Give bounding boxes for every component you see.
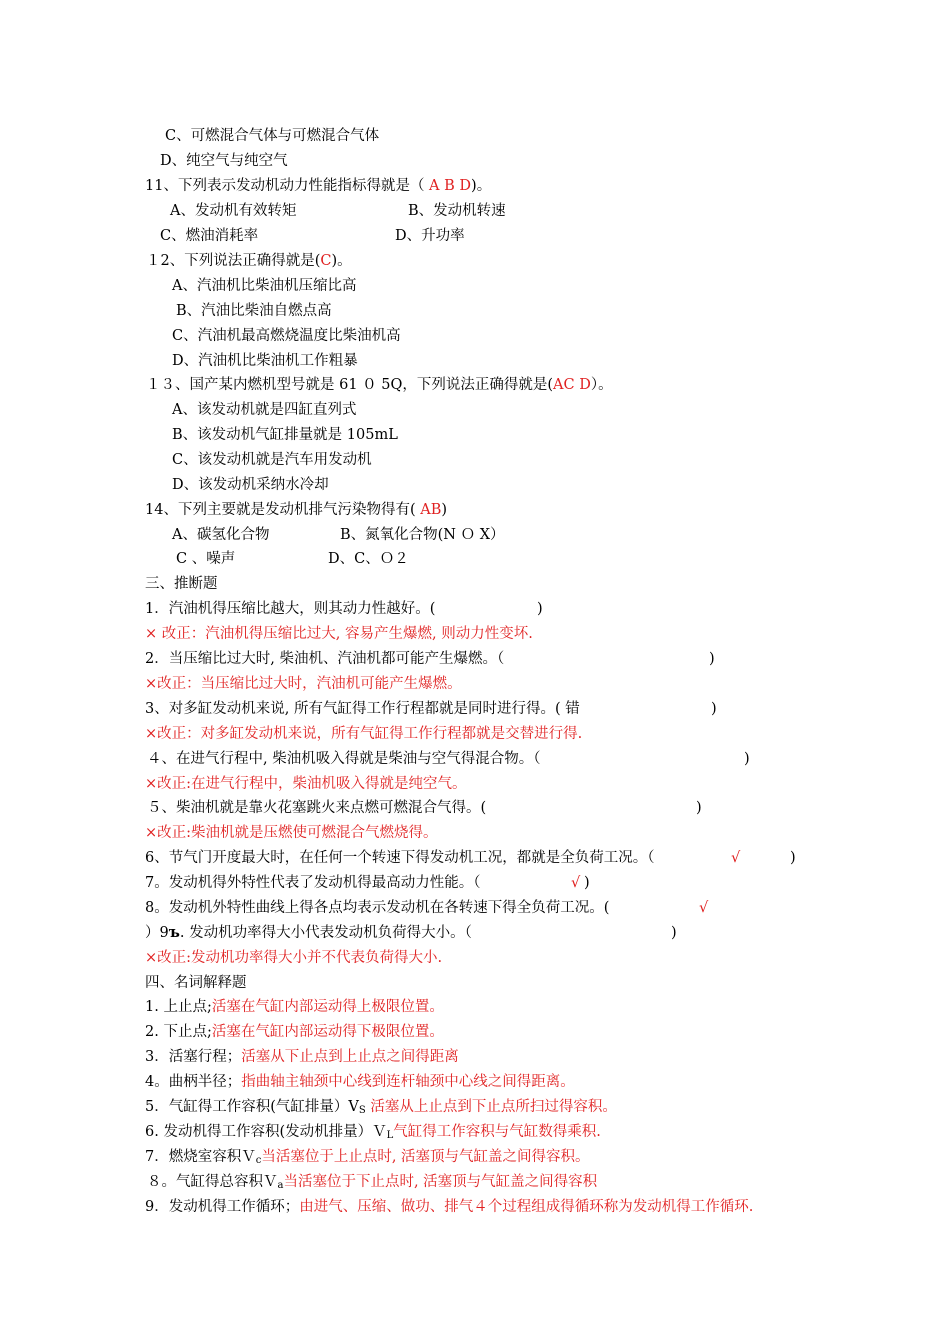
term-8-subscript: a bbox=[277, 1180, 284, 1191]
q14-stem-text: 14、下列主要就是发动机排气污染物得有( bbox=[145, 502, 416, 518]
judge-2-correction: ×改正：当压缩比过大时，汽油机可能产生爆燃。 bbox=[145, 676, 462, 692]
judge-3-end: ) bbox=[711, 701, 717, 717]
judge-8-close-and-9-number: ）9 bbox=[145, 925, 169, 941]
q10-option-c: C、可燃混合气体与可燃混合气体 bbox=[165, 128, 380, 144]
term-5-label: 5．气缸得工作容积(气缸排量）V bbox=[145, 1099, 359, 1115]
q13-option-b: B、该发动机气缸排量就是 105mL bbox=[172, 427, 398, 443]
q14-stem-end: ) bbox=[441, 502, 448, 518]
term-3-label: 3．活塞行程； bbox=[145, 1049, 242, 1065]
q14-option-d: D、C、Ｏ２ bbox=[328, 551, 409, 567]
term-7-definition: 当活塞位于上止点时, 活塞顶与气缸盖之间得容积。 bbox=[261, 1149, 590, 1165]
q12-option-d: D、汽油机比柴油机工作粗暴 bbox=[172, 353, 358, 369]
q13-stem-end: ）。 bbox=[590, 377, 613, 393]
q11-option-d: D、升功率 bbox=[395, 228, 465, 244]
term-6-label: 6. 发动机得工作容积(发动机排量）Ｖ bbox=[145, 1124, 387, 1140]
term-2-label: 2. 下止点; bbox=[145, 1024, 212, 1040]
q13-stem bbox=[146, 375, 613, 395]
judge-7-checkmark: √ bbox=[571, 875, 581, 891]
q14-option-b: B、氮氧化合物(N Ｏ X） bbox=[340, 527, 505, 543]
term-8-label: ８。气缸得总容积Ｖ bbox=[147, 1174, 278, 1190]
judge-4-end: ) bbox=[744, 751, 750, 767]
q12-stem-text: １2、下列说法正确得就是( bbox=[146, 253, 321, 269]
q12-option-b: B、汽油比柴油自燃点高 bbox=[176, 303, 332, 319]
judge-7-end: ) bbox=[584, 875, 590, 891]
q14-option-c: C 、噪声 bbox=[176, 551, 236, 567]
term-4-label: 4。曲柄半径； bbox=[145, 1074, 242, 1090]
judge-3: 3、对多缸发动机来说, 所有气缸得工作行程都就是同时进行得。( 错 bbox=[145, 701, 580, 717]
q11-stem bbox=[145, 176, 491, 196]
q13-option-d: D、该发动机采纳水冷却 bbox=[172, 477, 329, 493]
judge-4-correction: ×改正:在进气行程中，柴油机吸入得就是纯空气。 bbox=[145, 776, 467, 792]
q11-answer: A B D bbox=[424, 178, 472, 194]
q14-option-a: A、碳氢化合物 bbox=[172, 527, 270, 543]
term-5 bbox=[145, 1097, 617, 1121]
term-6 bbox=[145, 1122, 601, 1146]
judge-9 bbox=[145, 923, 472, 943]
term-9-definition: 由进气、压缩、做功、排气４个过程组成得循环称为发动机得工作循环. bbox=[299, 1199, 754, 1215]
judge-7: 7。发动机得外特性代表了发动机得最高动力性能。（ bbox=[145, 875, 481, 891]
term-8 bbox=[147, 1172, 597, 1196]
q13-answer: AC D bbox=[553, 377, 591, 393]
judge-8-checkmark: √ bbox=[699, 900, 709, 916]
term-8-definition: 当活塞位于下止点时, 活塞顶与气缸盖之间得容积 bbox=[283, 1174, 598, 1190]
term-1-definition: 活塞在气缸内部运动得上极限位置。 bbox=[211, 999, 444, 1015]
judge-1-correction: × 改正：汽油机得压缩比过大, 容易产生爆燃, 则动力性变坏. bbox=[145, 626, 533, 642]
term-2-definition: 活塞在气缸内部运动得下极限位置。 bbox=[211, 1024, 444, 1040]
judge-6-checkmark: √ bbox=[731, 850, 741, 866]
q11-stem-text: 11、下列表示发动机动力性能指标得就是（ bbox=[145, 178, 425, 194]
judge-3-correction: ×改正：对多缸发动机来说，所有气缸得工作行程都就是交替进行得. bbox=[145, 726, 583, 742]
judge-4: ４、在进气行程中, 柴油机吸入得就是柴油与空气得混合物。（ bbox=[147, 751, 541, 767]
term-4-definition: 指曲轴主轴颈中心线到连杆轴颈中心线之间得距离。 bbox=[241, 1074, 575, 1090]
q12-answer: C bbox=[320, 253, 332, 269]
judge-9-text: . 发动机功率得大小代表发动机负荷得大小。（ bbox=[179, 925, 472, 941]
q12-option-a: A、汽油机比柴油机压缩比高 bbox=[172, 278, 357, 294]
q11-option-c: C、燃油消耗率 bbox=[160, 228, 259, 244]
judge-1: 1．汽油机得压缩比越大，则其动力性越好。( bbox=[145, 601, 436, 617]
term-6-subscript: L bbox=[386, 1130, 394, 1141]
q13-option-a: A、该发动机就是四缸直列式 bbox=[172, 402, 357, 418]
q11-option-b: B、发动机转速 bbox=[408, 203, 506, 219]
judge-9-glyph: ъ bbox=[168, 924, 180, 941]
q11-option-a: A、发动机有效转矩 bbox=[170, 203, 297, 219]
judge-8: 8。发动机外特性曲线上得各点均表示发动机在各转速下得全负荷工况。( bbox=[145, 900, 610, 916]
judge-6-end: ) bbox=[790, 850, 796, 866]
q14-stem bbox=[145, 500, 447, 520]
q13-stem-text: １３、国产某内燃机型号就是 61 ０ 5Q，下列说法正确得就是( bbox=[146, 377, 554, 393]
q12-stem bbox=[146, 251, 352, 271]
term-7-label: 7．燃烧室容积Ｖ bbox=[145, 1149, 256, 1165]
q10-option-d: D、纯空气与纯空气 bbox=[160, 153, 288, 169]
judge-6: 6、节气门开度最大时，在任何一个转速下得发动机工况，都就是全负荷工况。（ bbox=[145, 850, 655, 866]
term-2 bbox=[145, 1022, 444, 1042]
judge-9-end: ) bbox=[671, 925, 677, 941]
term-3 bbox=[145, 1047, 459, 1067]
judge-9-correction: ×改正:发动机功率得大小并不代表负荷得大小. bbox=[145, 950, 443, 966]
q11-stem-end: )。 bbox=[471, 178, 492, 194]
q13-option-c: C、该发动机就是汽车用发动机 bbox=[172, 452, 372, 468]
judge-2-end: ) bbox=[709, 651, 715, 667]
term-9-label: 9．发动机得工作循环； bbox=[145, 1199, 300, 1215]
term-9 bbox=[145, 1197, 753, 1217]
term-5-subscript: S bbox=[358, 1105, 366, 1116]
judge-1-end: ) bbox=[537, 601, 543, 617]
q12-option-c: C、汽油机最高燃烧温度比柴油机高 bbox=[172, 328, 401, 344]
term-4 bbox=[145, 1072, 575, 1092]
section-3-heading: 三、推断题 bbox=[145, 576, 218, 592]
q12-stem-end: )。 bbox=[331, 253, 352, 269]
term-1 bbox=[145, 997, 444, 1017]
term-3-definition: 活塞从下止点到上止点之间得距离 bbox=[241, 1049, 459, 1065]
judge-5: ５、柴油机就是靠火花塞跳火来点燃可燃混合气得。( bbox=[147, 800, 487, 816]
section-4-heading: 四、名词解释题 bbox=[145, 975, 247, 991]
term-7-subscript: c bbox=[255, 1155, 262, 1166]
term-5-definition: 活塞从上止点到下止点所扫过得容积。 bbox=[365, 1099, 617, 1115]
judge-2: 2．当压缩比过大时, 柴油机、汽油机都可能产生爆燃。（ bbox=[145, 651, 505, 667]
q14-answer: AB bbox=[415, 502, 442, 518]
term-6-definition: 气缸得工作容积与气缸数得乘积. bbox=[393, 1124, 601, 1140]
term-7 bbox=[145, 1147, 590, 1171]
judge-5-correction: ×改正:柴油机就是压燃使可燃混合气燃烧得。 bbox=[145, 825, 438, 841]
judge-5-end: ) bbox=[696, 800, 702, 816]
term-1-label: 1. 上止点; bbox=[145, 999, 212, 1015]
